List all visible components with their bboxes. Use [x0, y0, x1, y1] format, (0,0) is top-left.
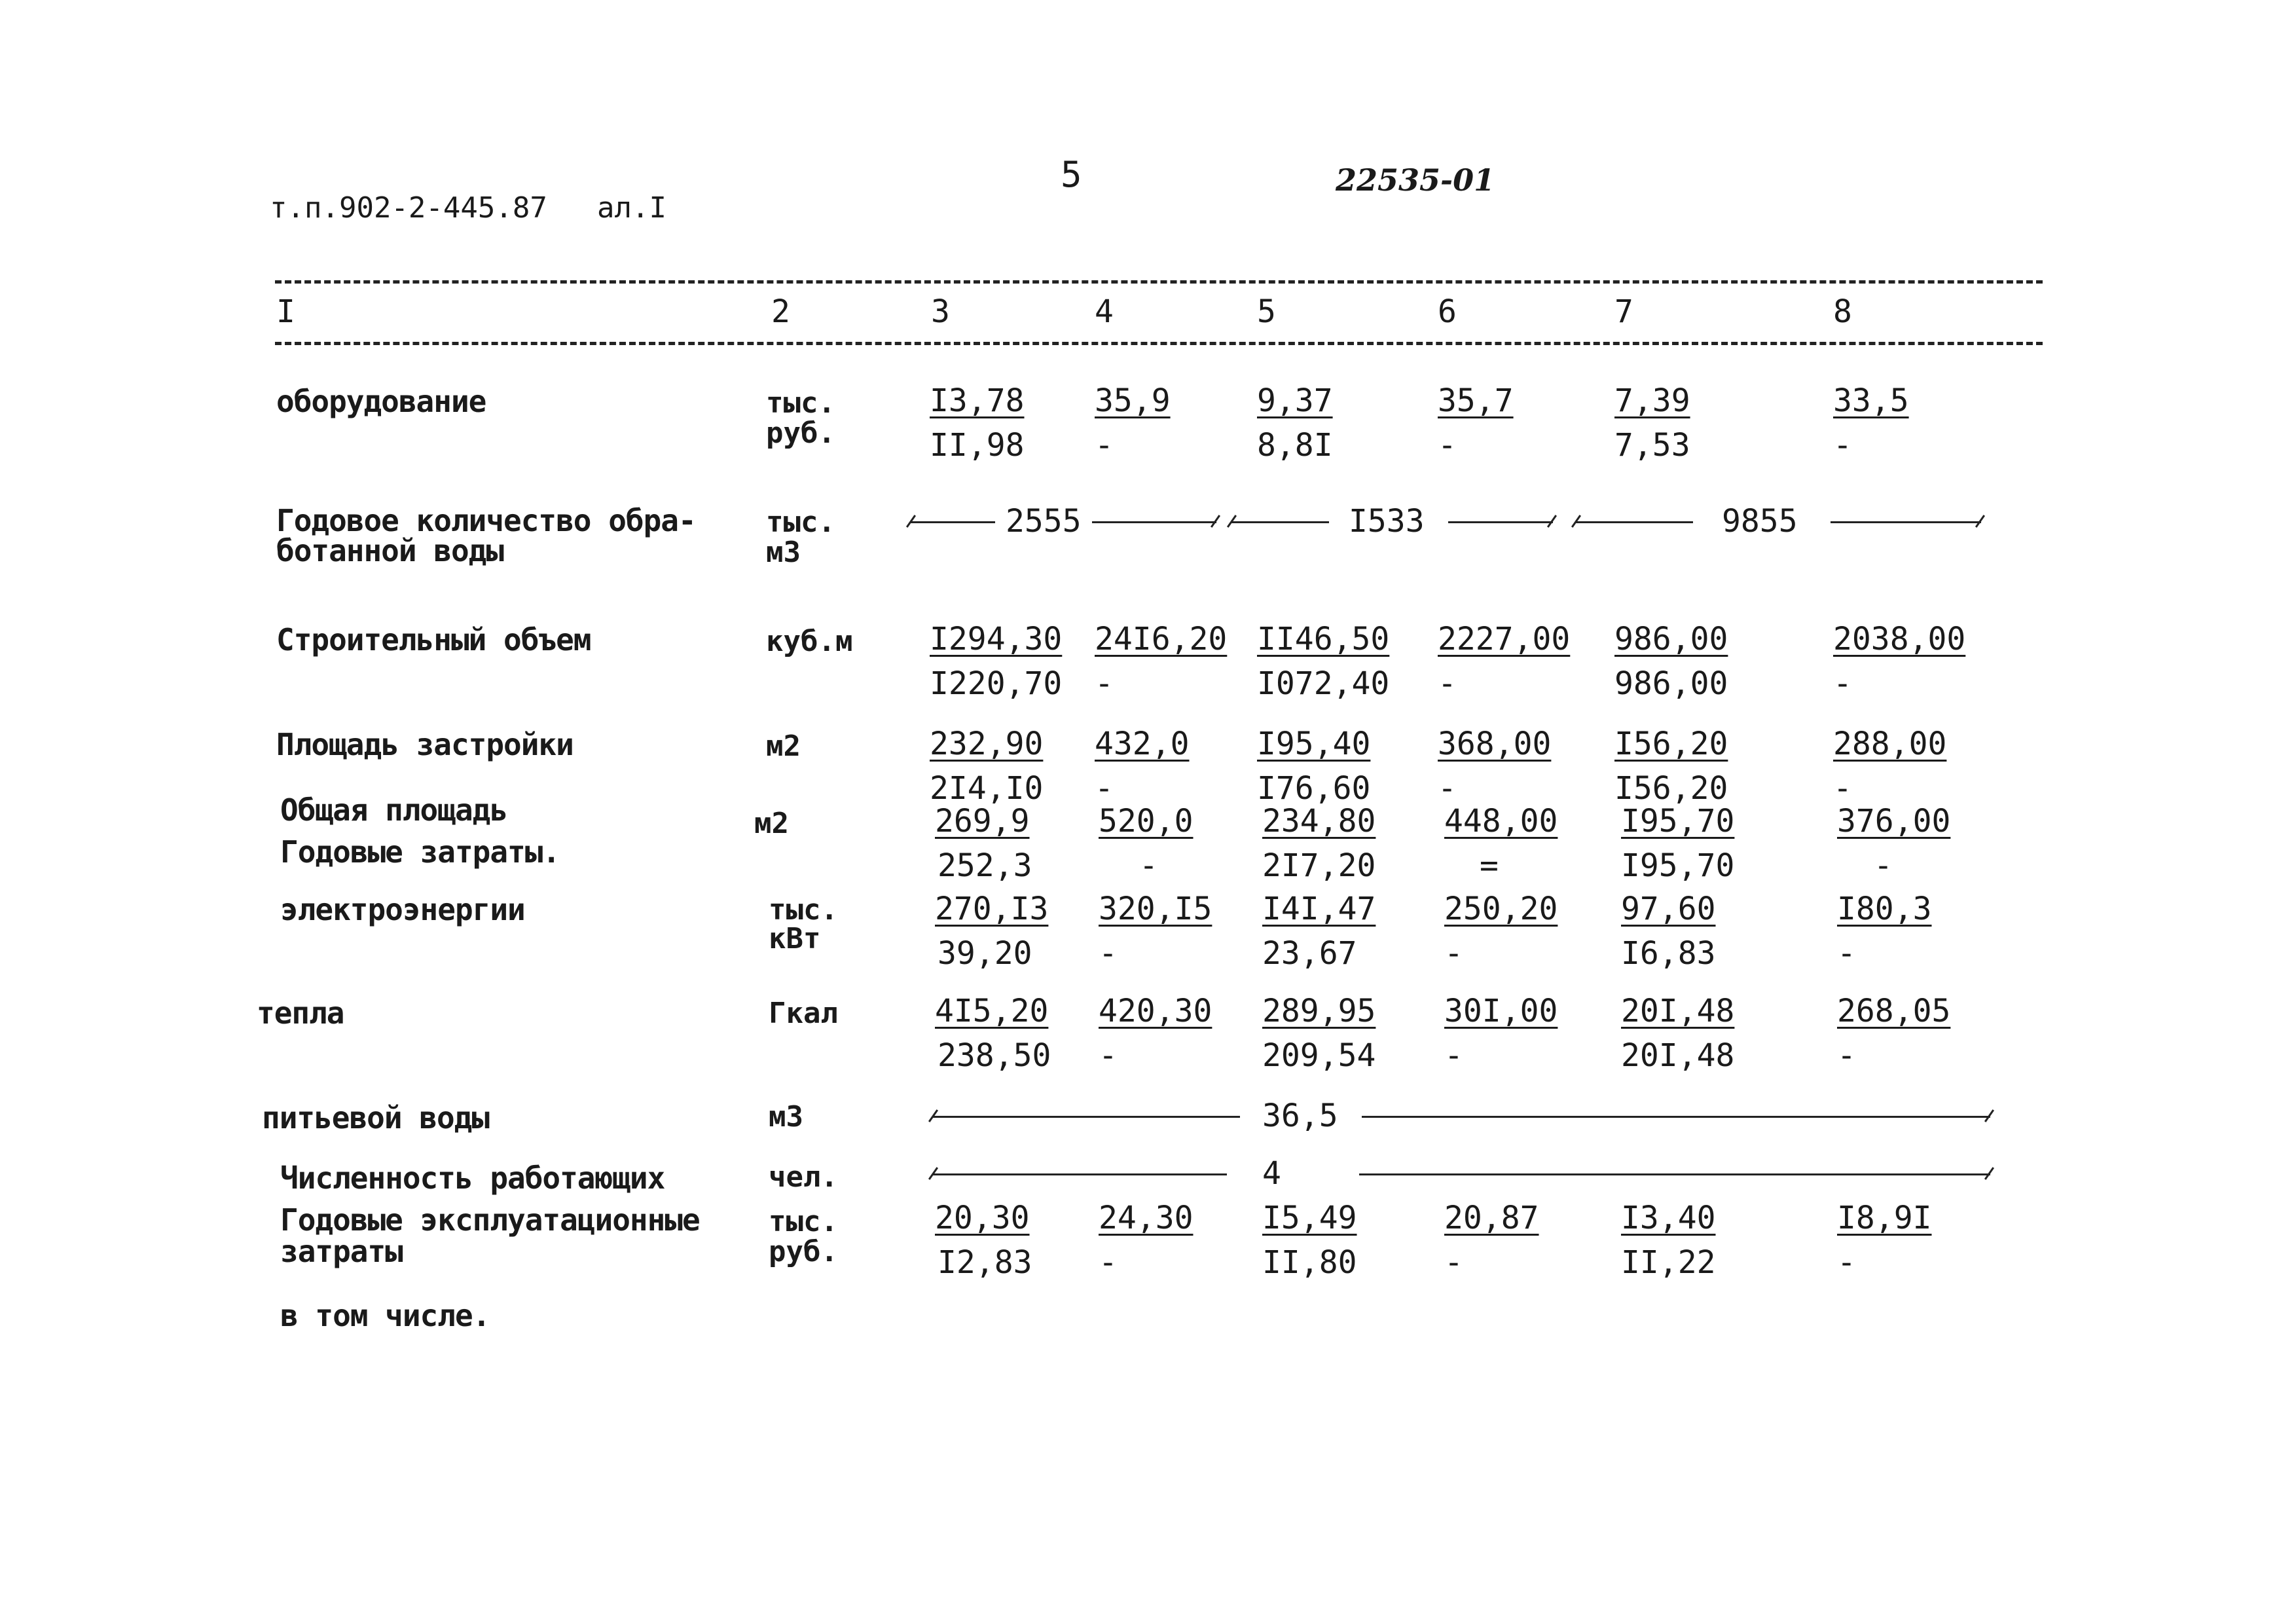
value-cell: 24,30 — [1099, 1200, 1194, 1236]
row-label-annual-water: ботанной воды — [276, 533, 504, 568]
value-cell: I95,70 — [1621, 803, 1735, 840]
value-cell: 7,53 — [1614, 427, 1690, 464]
value-cell: - — [1444, 1244, 1463, 1281]
album-number: ал.I — [597, 191, 666, 225]
unit: м3 — [766, 536, 801, 569]
row-label-equipment: оборудование — [276, 384, 486, 419]
value-cell: I3,40 — [1621, 1200, 1716, 1236]
value-cell: 986,00 — [1614, 621, 1728, 657]
value-cell: 20I,48 — [1621, 993, 1735, 1029]
value-cell: - — [1139, 847, 1158, 884]
value-cell: 238,50 — [938, 1037, 1051, 1074]
column-number: I — [276, 293, 295, 330]
unit: чел. — [769, 1160, 838, 1194]
value-cell: 252,3 — [938, 847, 1032, 884]
value-cell: 368,00 — [1438, 726, 1552, 762]
value-cell: 234,80 — [1262, 803, 1376, 840]
value-cell: 986,00 — [1614, 665, 1728, 702]
value-cell: 20,30 — [935, 1200, 1030, 1236]
span-arrow-right — [1831, 521, 1981, 523]
value-cell: - — [1438, 665, 1457, 702]
unit: м3 — [769, 1100, 803, 1134]
span-arrow-left — [1575, 521, 1693, 523]
value-cell: 376,00 — [1837, 803, 1951, 840]
value-cell: 269,9 — [935, 803, 1030, 840]
value-cell: = — [1480, 847, 1499, 884]
value-cell: I072,40 — [1257, 665, 1390, 702]
span-arrow-left — [1231, 521, 1329, 523]
span-value: 36,5 — [1262, 1098, 1338, 1134]
value-cell: - — [1837, 1037, 1856, 1074]
value-cell: 320,I5 — [1099, 891, 1212, 927]
row-label-drinking-water: питьевой воды — [262, 1100, 490, 1135]
value-cell: I6,83 — [1621, 935, 1716, 972]
row-label-annual-costs: Годовые затраты. — [280, 834, 560, 870]
span-value: I533 — [1349, 503, 1425, 540]
value-cell: - — [1095, 427, 1114, 464]
value-cell: 209,54 — [1262, 1037, 1376, 1074]
span-value: 4 — [1262, 1155, 1281, 1192]
value-cell: II46,50 — [1257, 621, 1390, 657]
value-cell: I95,70 — [1621, 847, 1735, 884]
document-code: т.п.902-2-445.87 — [270, 191, 547, 225]
value-cell: I2,83 — [938, 1244, 1032, 1281]
unit: кВт — [769, 922, 821, 955]
header-rule-top — [275, 280, 2043, 284]
value-cell: 448,00 — [1444, 803, 1558, 840]
value-cell: - — [1444, 1037, 1463, 1074]
unit: руб. — [769, 1235, 838, 1268]
column-number: 4 — [1095, 293, 1114, 330]
value-cell: 2I7,20 — [1262, 847, 1376, 884]
value-cell: 8,8I — [1257, 427, 1333, 464]
value-cell: - — [1833, 427, 1852, 464]
value-cell: 250,20 — [1444, 891, 1558, 927]
unit: тыс. — [766, 506, 835, 539]
value-cell: - — [1874, 847, 1893, 884]
column-number: 6 — [1438, 293, 1457, 330]
value-cell: 232,90 — [930, 726, 1044, 762]
value-cell: I3,78 — [930, 382, 1025, 419]
value-cell: - — [1095, 665, 1114, 702]
value-cell: I76,60 — [1257, 770, 1371, 807]
row-label-build-volume: Строительный объем — [276, 622, 591, 657]
row-label-heat: тепла — [257, 995, 344, 1031]
value-cell: 270,I3 — [935, 891, 1049, 927]
value-cell: I220,70 — [930, 665, 1063, 702]
row-label-including: в том числе. — [280, 1298, 490, 1333]
value-cell: I5,49 — [1262, 1200, 1357, 1236]
span-value: 2555 — [1006, 503, 1082, 540]
unit: м2 — [766, 729, 801, 763]
row-label-build-area: Площадь застройки — [276, 727, 574, 762]
value-cell: 432,0 — [1095, 726, 1190, 762]
value-cell: - — [1833, 770, 1852, 807]
value-cell: - — [1438, 427, 1457, 464]
value-cell: 30I,00 — [1444, 993, 1558, 1029]
value-cell: I4I,47 — [1262, 891, 1376, 927]
value-cell: 9,37 — [1257, 382, 1333, 419]
value-cell: II,22 — [1621, 1244, 1716, 1281]
value-cell: 420,30 — [1099, 993, 1212, 1029]
span-arrow-right — [1362, 1116, 1990, 1118]
column-number: 5 — [1257, 293, 1276, 330]
header-rule-bottom — [275, 342, 2043, 345]
value-cell: I95,40 — [1257, 726, 1371, 762]
span-value: 9855 — [1722, 503, 1798, 540]
span-arrow-left — [910, 521, 995, 523]
row-label-operating-costs: затраты — [280, 1234, 403, 1269]
value-cell: - — [1438, 770, 1457, 807]
value-cell: 7,39 — [1614, 382, 1690, 419]
value-cell: 20I,48 — [1621, 1037, 1735, 1074]
value-cell: - — [1099, 1244, 1118, 1281]
value-cell: 20,87 — [1444, 1200, 1539, 1236]
value-cell: 97,60 — [1621, 891, 1716, 927]
value-cell: 268,05 — [1837, 993, 1951, 1029]
value-cell: - — [1095, 770, 1114, 807]
row-label-workers: Численность работающих — [280, 1160, 665, 1196]
value-cell: I8,9I — [1837, 1200, 1932, 1236]
row-label-electricity: электроэнергии — [280, 892, 525, 927]
value-cell: 39,20 — [938, 935, 1032, 972]
value-cell: II,80 — [1262, 1244, 1357, 1281]
column-number: 7 — [1614, 293, 1633, 330]
value-cell: 35,7 — [1438, 382, 1514, 419]
document-stamp: 22535-01 — [1336, 162, 1495, 198]
value-cell: II,98 — [930, 427, 1025, 464]
value-cell: 4I5,20 — [935, 993, 1049, 1029]
value-cell: I80,3 — [1837, 891, 1932, 927]
value-cell: 2038,00 — [1833, 621, 1966, 657]
value-cell: I56,20 — [1614, 770, 1728, 807]
value-cell: 2I4,I0 — [930, 770, 1044, 807]
unit: м2 — [754, 807, 789, 840]
value-cell: I294,30 — [930, 621, 1063, 657]
value-cell: - — [1837, 1244, 1856, 1281]
span-arrow-left — [932, 1116, 1240, 1118]
value-cell: - — [1099, 935, 1118, 972]
value-cell: - — [1444, 935, 1463, 972]
page-number: 5 — [1061, 154, 1082, 195]
value-cell: I56,20 — [1614, 726, 1728, 762]
row-label-annual-water: Годовое количество обра- — [276, 503, 696, 538]
value-cell: 23,67 — [1262, 935, 1357, 972]
span-arrow-right — [1092, 521, 1216, 523]
value-cell: 2227,00 — [1438, 621, 1571, 657]
row-label-total-area: Общая площадь — [280, 792, 508, 828]
column-number: 2 — [771, 293, 790, 330]
span-arrow-left — [932, 1173, 1227, 1175]
value-cell: 33,5 — [1833, 382, 1909, 419]
column-number: 8 — [1833, 293, 1852, 330]
value-cell: - — [1099, 1037, 1118, 1074]
unit: тыс. — [769, 893, 838, 927]
span-arrow-right — [1359, 1173, 1990, 1175]
row-label-operating-costs: Годовые эксплуатационные — [280, 1202, 700, 1238]
value-cell: - — [1833, 665, 1852, 702]
column-number: 3 — [931, 293, 950, 330]
value-cell: 520,0 — [1099, 803, 1194, 840]
value-cell: - — [1837, 935, 1856, 972]
unit: куб.м — [766, 625, 853, 658]
value-cell: 288,00 — [1833, 726, 1947, 762]
unit: руб. — [766, 416, 835, 450]
span-arrow-right — [1448, 521, 1553, 523]
value-cell: 35,9 — [1095, 382, 1171, 419]
value-cell: 24I6,20 — [1095, 621, 1228, 657]
value-cell: 289,95 — [1262, 993, 1376, 1029]
unit: Гкал — [769, 997, 838, 1030]
unit: тыс. — [766, 386, 835, 420]
unit: тыс. — [769, 1205, 838, 1238]
